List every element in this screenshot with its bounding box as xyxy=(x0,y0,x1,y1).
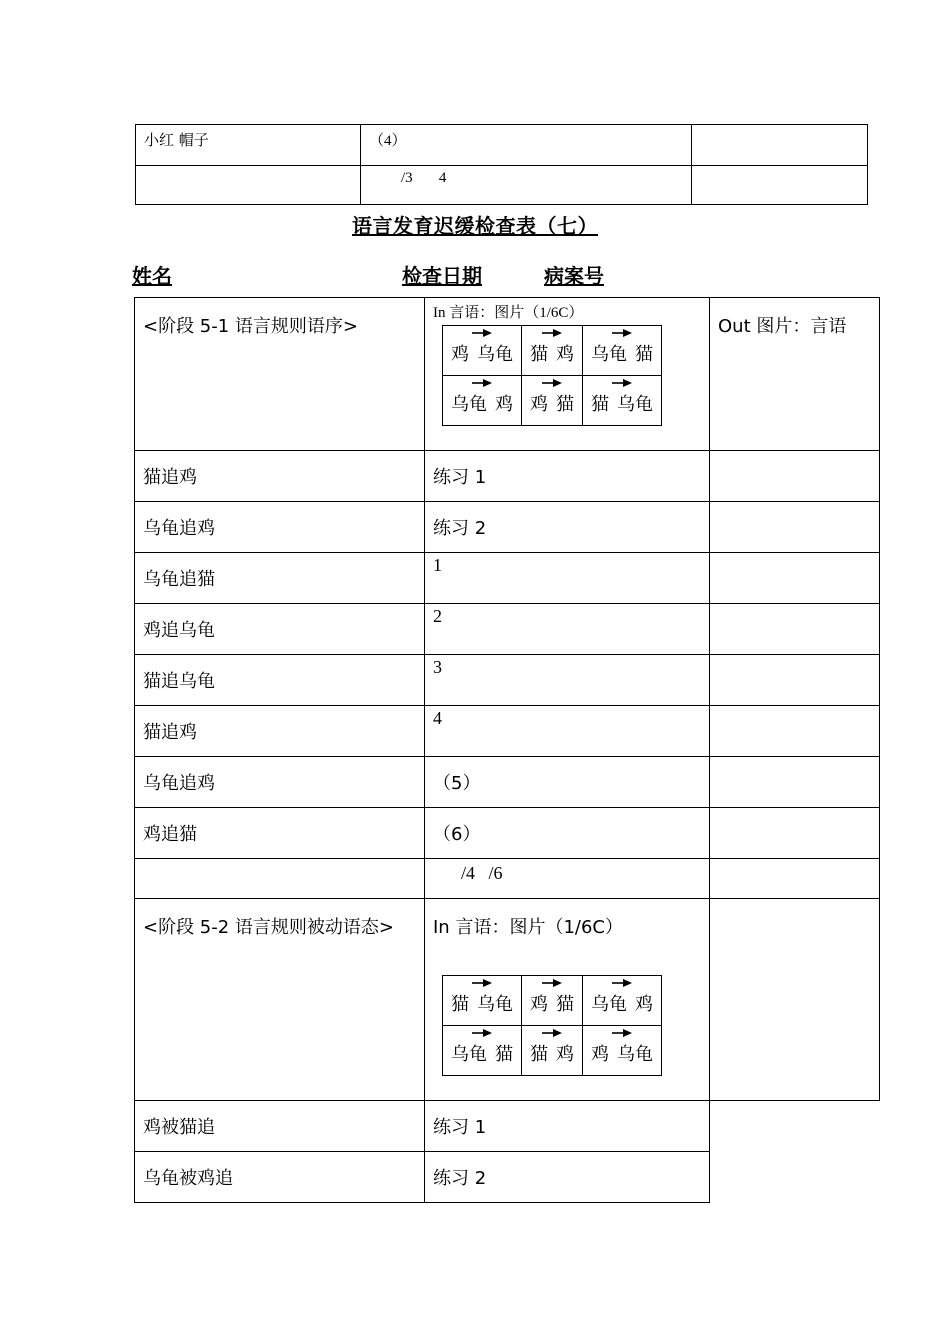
animal-b: 乌龟 xyxy=(477,343,513,365)
table-row xyxy=(135,1152,880,1203)
out-cell xyxy=(710,706,880,757)
arrow-icon xyxy=(612,1028,632,1038)
picture-card xyxy=(522,376,583,426)
pair xyxy=(451,1036,513,1066)
in-label: In 言语：图片（1/6C） xyxy=(433,917,623,938)
section-label xyxy=(135,899,425,1101)
picture-card xyxy=(522,326,583,376)
animal-a: 猫 xyxy=(530,1043,548,1065)
item-cell xyxy=(135,1101,425,1152)
name-label: 姓名 xyxy=(132,264,172,288)
arrow-icon xyxy=(472,1028,492,1038)
pair xyxy=(451,386,513,416)
picture-card xyxy=(443,976,522,1026)
item-cell xyxy=(135,655,425,706)
table-row xyxy=(135,706,880,757)
item-cell xyxy=(135,451,425,502)
item-text: 猫追鸡 xyxy=(143,722,197,743)
out-label: Out 图片：言语 xyxy=(718,316,847,337)
pair xyxy=(451,336,513,366)
table-row xyxy=(135,655,880,706)
out-cell xyxy=(710,757,880,808)
item-cell xyxy=(135,553,425,604)
answer-text: 4 xyxy=(433,708,442,728)
animal-a: 鸡 xyxy=(591,1043,609,1065)
picture-card xyxy=(583,376,662,426)
out-cell xyxy=(710,553,880,604)
answer-text: 练习 2 xyxy=(433,1168,487,1189)
answer-text: 1 xyxy=(433,555,442,575)
arrow-icon xyxy=(542,378,562,388)
animal-b: 乌龟 xyxy=(477,993,513,1015)
animal-b: 猫 xyxy=(495,1043,513,1065)
empty-cell xyxy=(135,859,425,899)
out-cell xyxy=(710,808,880,859)
picture-grid xyxy=(442,325,662,426)
arrow-icon xyxy=(472,378,492,388)
case-label: 病案号 xyxy=(544,264,604,288)
answer-cell xyxy=(425,502,710,553)
picture-card xyxy=(443,326,522,376)
pair xyxy=(451,986,513,1016)
in-label: In 言语：图片（1/6C） xyxy=(433,305,584,321)
animal-a: 乌龟 xyxy=(591,343,627,365)
answer-text: 2 xyxy=(433,606,442,626)
picture-card xyxy=(583,976,662,1026)
answer-text: 练习 1 xyxy=(433,1117,487,1138)
table-row xyxy=(135,298,880,451)
table-row xyxy=(135,604,880,655)
out-cell xyxy=(710,655,880,706)
answer-cell xyxy=(425,451,710,502)
answer-cell xyxy=(425,553,710,604)
arrow-icon xyxy=(472,328,492,338)
answer-text: （6） xyxy=(433,824,481,845)
item-cell xyxy=(135,757,425,808)
table-row xyxy=(135,502,880,553)
animal-a: 鸡 xyxy=(451,343,469,365)
answer-cell xyxy=(425,655,710,706)
picture-grid xyxy=(442,975,662,1076)
top-cell xyxy=(136,166,361,205)
out-cell xyxy=(710,451,880,502)
table-row xyxy=(135,451,880,502)
animal-b: 鸡 xyxy=(556,343,574,365)
answer-text: 练习 1 xyxy=(433,467,487,488)
answer-cell xyxy=(425,1152,710,1203)
top-cell: 小红 帽子 xyxy=(136,125,361,166)
arrow-icon xyxy=(542,328,562,338)
top-cell: /3 4 xyxy=(361,166,692,205)
grid-row xyxy=(443,376,662,426)
pair xyxy=(591,386,653,416)
table-row xyxy=(135,553,880,604)
item-text: 乌龟追猫 xyxy=(143,569,215,590)
section-label xyxy=(135,298,425,451)
animal-a: 乌龟 xyxy=(451,393,487,415)
animal-a: 鸡 xyxy=(530,993,548,1015)
date-label: 检查日期 xyxy=(402,264,482,288)
answer-cell xyxy=(425,706,710,757)
pair xyxy=(591,1036,653,1066)
arrow-icon xyxy=(612,378,632,388)
main-table xyxy=(134,297,880,1203)
item-cell xyxy=(135,1152,425,1203)
pair xyxy=(591,986,653,1016)
animal-b: 猫 xyxy=(635,343,653,365)
score-cell: /4 /6 xyxy=(425,859,710,899)
table-row xyxy=(135,1101,880,1152)
top-table xyxy=(135,124,868,205)
pair xyxy=(530,986,574,1016)
date-blank xyxy=(490,260,544,284)
out-cell xyxy=(710,502,880,553)
arrow-icon xyxy=(542,1028,562,1038)
pair xyxy=(530,386,574,416)
item-cell xyxy=(135,502,425,553)
answer-cell xyxy=(425,1101,710,1152)
picture-card xyxy=(443,1026,522,1076)
item-text: 猫追乌龟 xyxy=(143,671,215,692)
out-cell xyxy=(710,899,880,1101)
animal-b: 乌龟 xyxy=(617,393,653,415)
page-title: 语言发育迟缓检查表（七） xyxy=(352,214,598,238)
picture-card xyxy=(443,376,522,426)
picture-cell xyxy=(425,899,710,1101)
answer-cell xyxy=(425,808,710,859)
answer-cell xyxy=(425,604,710,655)
picture-cell xyxy=(425,298,710,451)
item-text: 乌龟追鸡 xyxy=(143,518,215,539)
pair xyxy=(530,336,574,366)
item-text: 乌龟被鸡追 xyxy=(143,1168,233,1189)
out-cell xyxy=(710,298,880,451)
animal-b: 鸡 xyxy=(556,1043,574,1065)
item-text: 鸡追乌龟 xyxy=(143,620,215,641)
picture-card xyxy=(522,1026,583,1076)
arrow-icon xyxy=(542,978,562,988)
table-row xyxy=(135,808,880,859)
animal-b: 猫 xyxy=(556,993,574,1015)
section2-label: <阶段 5-2 语言规则被动语态> xyxy=(143,917,395,938)
item-cell xyxy=(135,706,425,757)
out-cell xyxy=(710,604,880,655)
pair xyxy=(591,336,653,366)
animal-b: 猫 xyxy=(556,393,574,415)
animal-a: 乌龟 xyxy=(591,993,627,1015)
animal-b: 乌龟 xyxy=(617,1043,653,1065)
animal-a: 猫 xyxy=(451,993,469,1015)
item-text: 鸡被猫追 xyxy=(143,1117,215,1138)
top-cell xyxy=(692,125,868,166)
answer-text: （5） xyxy=(433,773,481,794)
picture-card xyxy=(583,326,662,376)
table-row xyxy=(135,859,880,899)
name-blank xyxy=(176,260,394,284)
animal-a: 猫 xyxy=(591,393,609,415)
picture-card xyxy=(583,1026,662,1076)
pair xyxy=(530,1036,574,1066)
arrow-icon xyxy=(612,978,632,988)
animal-a: 猫 xyxy=(530,343,548,365)
grid-row xyxy=(443,1026,662,1076)
answer-text: 练习 2 xyxy=(433,518,487,539)
animal-b: 鸡 xyxy=(635,993,653,1015)
top-cell: （4） xyxy=(361,125,692,166)
section1-label: <阶段 5-1 语言规则语序> xyxy=(143,316,359,337)
animal-a: 鸡 xyxy=(530,393,548,415)
top-cell xyxy=(692,166,868,205)
item-cell xyxy=(135,808,425,859)
table-row xyxy=(136,125,868,166)
item-cell xyxy=(135,604,425,655)
animal-b: 鸡 xyxy=(495,393,513,415)
empty-cell xyxy=(710,859,880,899)
item-text: 猫追鸡 xyxy=(143,467,197,488)
picture-card xyxy=(522,976,583,1026)
answer-text: 3 xyxy=(433,657,442,677)
arrow-icon xyxy=(472,978,492,988)
grid-row xyxy=(443,976,662,1026)
table-row xyxy=(136,166,868,205)
table-row xyxy=(135,757,880,808)
grid-row xyxy=(443,326,662,376)
answer-cell xyxy=(425,757,710,808)
table-row xyxy=(135,899,880,1101)
animal-a: 乌龟 xyxy=(451,1043,487,1065)
item-text: 乌龟追鸡 xyxy=(143,773,215,794)
item-text: 鸡追猫 xyxy=(143,824,197,845)
arrow-icon xyxy=(612,328,632,338)
